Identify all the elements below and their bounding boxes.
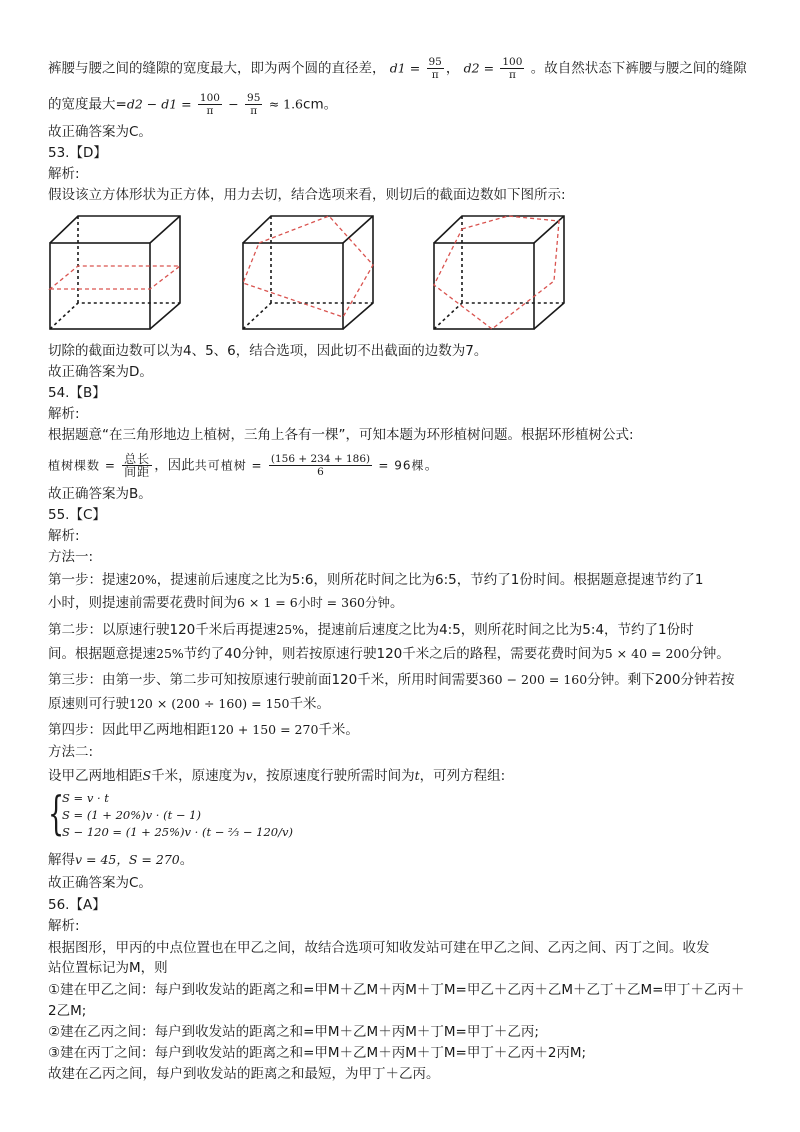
s1a: 第一步：提速 xyxy=(48,572,129,588)
var-t: t xyxy=(414,768,420,783)
formula-end: 。 xyxy=(424,457,439,474)
s3-expr: 360 − 200 = 160 xyxy=(478,672,588,687)
cube-3-hidden-edges xyxy=(434,303,564,329)
q55-step3-line2 xyxy=(48,694,330,714)
approx-value: ≈ 1.6 xyxy=(268,96,304,112)
q55-method2-setup xyxy=(48,766,505,786)
cube-1 xyxy=(50,216,180,329)
q56-case-1a: ①建在甲乙之间：每户到收发站的距离之和=甲M＋乙M＋丙M＋丁M=甲乙＋乙丙＋乙M＋乙丁＋乙M=甲丁＋乙丙＋ xyxy=(48,982,745,998)
s1b: ，提速前后速度之比为5:6，则所花时间之比为6:5，节约了1份时间。根据题意提速节约了1 xyxy=(156,572,704,588)
intro-conclusion: 故正确答案为C。 xyxy=(48,124,152,140)
m2c: ，按原速度行驶所需时间为 xyxy=(252,768,415,784)
s3c: 原速则可行驶 xyxy=(48,696,129,712)
sol-a: 解得 xyxy=(48,852,75,868)
s2-end: 分钟。 xyxy=(689,646,730,662)
equation-1: S = v · t xyxy=(62,791,109,805)
intro-tail: 。故自然状态下裤腰与腰之间的缝隙 xyxy=(530,60,747,77)
sol-expr: v = 45，S = 270 xyxy=(75,852,180,867)
f1-fraction xyxy=(198,92,222,117)
d1-num: 95 xyxy=(428,56,442,68)
formula-fraction xyxy=(122,453,152,478)
q55-method-1: 方法一: xyxy=(48,549,94,565)
intro-line2-text: 的宽度最大= xyxy=(48,96,127,113)
unit: cm。 xyxy=(303,96,338,113)
intro-line-2 xyxy=(48,92,337,117)
cube-2 xyxy=(243,216,373,329)
q55-conclusion: 故正确答案为C。 xyxy=(48,875,152,891)
q55-step1-line1 xyxy=(48,570,703,590)
q54-number: 54.【B】 xyxy=(48,385,106,401)
m2b: 千米，原速度为 xyxy=(151,768,246,784)
q54-label: 解析: xyxy=(48,406,80,422)
cube-2-hidden-edges xyxy=(243,303,373,329)
formula2-rhs: = 96棵 xyxy=(378,458,425,473)
s2b: ，提速前后速度之比为4:5，则所花时间之比为5:4，节约了1份时 xyxy=(304,622,694,638)
q56-text-2: 站位置标记为M，则 xyxy=(48,960,168,976)
formula-den: 间距 xyxy=(124,465,151,479)
q55-step4 xyxy=(48,720,359,740)
q55-number: 55.【C】 xyxy=(48,507,106,523)
s3d: 千米。 xyxy=(289,696,330,712)
q53-label: 解析: xyxy=(48,166,80,182)
s1-pct: 20% xyxy=(129,572,157,587)
cube-3 xyxy=(434,216,564,329)
m2d: ，可列方程组: xyxy=(419,768,506,784)
d2-fraction xyxy=(500,56,524,81)
d2-num: 100 xyxy=(502,56,523,68)
f2-fraction xyxy=(245,92,262,117)
q55-step2-line1 xyxy=(48,620,694,640)
f2-num: 95 xyxy=(247,92,261,104)
q53-text-1: 假设该立方体形状为正方体，用力去切，结合选项来看，则切后的截面边数如下图所示: xyxy=(48,187,566,203)
q55-step2-line2 xyxy=(48,644,730,664)
s1c: 小时，则提速前需要花费时间为 xyxy=(48,595,237,611)
f2-den: π xyxy=(250,105,258,117)
q55-label: 解析: xyxy=(48,528,80,544)
equation-2: S = (1 + 20%)v · (t − 1) xyxy=(62,808,201,822)
formula2-fraction xyxy=(269,453,372,478)
s3a: 第三步：由第一步、第二步可知按原速行驶前面120千米，所用时间需要 xyxy=(48,672,479,688)
cube-1-section xyxy=(50,266,180,289)
var-S: S xyxy=(142,768,152,783)
s1-expr: 6 × 1 = 6小时 = 360分钟 xyxy=(237,595,390,610)
q56-text-1: 根据图形，甲丙的中点位置也在甲乙之间，故结合选项可知收发站可建在甲乙之间、乙丙之间、丙丁之间。收发 xyxy=(48,940,710,956)
d1-lhs: d1 = xyxy=(389,60,421,76)
s4-expr: 120 + 150 = 270 xyxy=(210,722,319,737)
s2d: 节约了40分钟，则若按原速行驶120千米之后的路程，需要花费时间为 xyxy=(183,646,605,662)
s4a: 第四步：因此甲乙两地相距 xyxy=(48,722,210,738)
q53-number: 53.【D】 xyxy=(48,145,107,161)
f1-den: π xyxy=(206,105,214,117)
minus: − xyxy=(228,96,239,112)
cube-2-top-edge xyxy=(343,216,373,243)
cube-cross-section-figure xyxy=(48,213,568,331)
s2-expr: 5 × 40 = 200 xyxy=(604,646,690,661)
s2a: 第二步：以原速行驶120千米后再提速 xyxy=(48,622,277,638)
d1-fraction xyxy=(427,56,444,81)
q54-conclusion: 故正确答案为B。 xyxy=(48,486,152,502)
s4b: 千米。 xyxy=(318,722,359,738)
q55-solution xyxy=(48,850,193,870)
formula2-num: (156 + 234 + 186) xyxy=(270,453,371,465)
left-brace: { xyxy=(48,786,65,840)
formula-mid: ，因此 xyxy=(154,457,195,474)
q54-text-1: 根据题意“在三角形地边上植树，三角上各有一棵”，可知本题为环形植树问题。根据环形植树公式: xyxy=(48,427,634,443)
cube-2-section xyxy=(243,216,373,317)
q54-formula-line xyxy=(48,453,438,478)
q53-text-2: 切除的截面边数可以为4、5、6，结合选项，因此切不出截面的边数为7。 xyxy=(48,343,488,359)
s3-expr2: 120 × (200 ÷ 160) = 150 xyxy=(129,696,290,711)
s3b: 分钟。剩下200分钟若按 xyxy=(587,672,735,688)
diff-expr: d2 − d1 = xyxy=(126,96,192,112)
var-v: v xyxy=(245,768,253,783)
d2-den: π xyxy=(508,69,516,81)
intro-text: 裤腰与腰之间的缝隙的宽度最大，即为两个圆的直径差， xyxy=(48,60,386,77)
q55-method-2: 方法二: xyxy=(48,744,94,760)
s2-pct: 25% xyxy=(276,622,305,637)
sep: ， xyxy=(445,60,460,77)
q56-number: 56.【A】 xyxy=(48,897,106,913)
s1-end: 。 xyxy=(389,595,404,611)
formula2-lhs: 共可植树 = xyxy=(194,458,263,473)
d2-lhs: d2 = xyxy=(463,60,495,76)
q55-step1-line2 xyxy=(48,593,403,613)
m2a: 设甲乙两地相距 xyxy=(48,768,143,784)
d1-den: π xyxy=(431,69,439,81)
intro-line-1 xyxy=(48,56,747,81)
q56-case-3: ③建在丙丁之间：每户到收发站的距离之和=甲M＋乙M＋丙M＋丁M=甲丁＋乙丙＋2丙M; xyxy=(48,1045,587,1061)
f1-num: 100 xyxy=(199,92,220,104)
q55-step3-line1 xyxy=(48,670,734,690)
formula-num: 总长 xyxy=(124,452,151,466)
cube-1-top-edge xyxy=(150,216,180,243)
q56-case-2: ②建在乙丙之间：每户到收发站的距离之和=甲M＋乙M＋丙M＋丁M=甲丁＋乙丙; xyxy=(48,1024,539,1040)
q56-label: 解析: xyxy=(48,918,80,934)
formula2-den: 6 xyxy=(317,466,324,478)
sol-end: 。 xyxy=(179,852,194,868)
q56-final: 故建在乙丙之间，每户到收发站的距离之和最短，为甲丁＋乙丙。 xyxy=(48,1066,440,1082)
s2-pct2: 25% xyxy=(156,646,184,661)
s2c: 间。根据题意提速 xyxy=(48,646,156,662)
q56-case-1b: 2乙M; xyxy=(48,1003,87,1019)
cube-1-hidden-edges xyxy=(50,303,180,329)
cube-3-top-edge xyxy=(534,216,564,243)
q53-conclusion: 故正确答案为D。 xyxy=(48,364,153,380)
equation-3: S − 120 = (1 + 25%)v · (t − ⅔ − 120/v) xyxy=(62,825,293,839)
formula-lhs: 植树棵数 = xyxy=(48,458,116,473)
